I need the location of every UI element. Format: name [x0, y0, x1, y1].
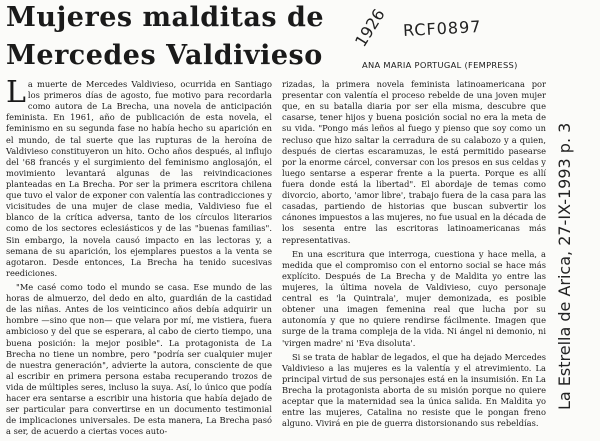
article-column-1	[6, 75, 272, 438]
handwritten-source-note: La Estrella de Arica, 27-IX-1993 p. 3	[555, 122, 574, 410]
headline-line-2: Mercedes Valdivieso	[6, 40, 323, 71]
handwritten-archive-code: RCF0897	[402, 16, 482, 41]
paragraph	[6, 75, 272, 279]
paragraph: "Me casé como todo el mundo se casa. Ese mundo de las horas de almuerzo, del dedo en alto, guardián de la castidad de las niñas. Antes de los veinticinco años debía adquirir un hombre —sino que non— que velara por mí, me vistiera, fuera ambicioso y del que se esperara, al cabo de cierto tiempo, una buena posición: la mejor posible". La protagonista de La Brecha no tiene un nombre, pero "podría ser cualquier mujer de nuestra generación", advierte la autora, consciente de que al escribir en primera persona estaba recuperando trozos de vida de múltiples seres, incluso la suya. Así, lo único que podía hacer era sentarse a escribir una historia que había dejado de ser particular para convertirse en un documento testimonial de implicaciones universales. De esta manera, La Brecha pasó a ser, de acuerdo a ciertas voces auto-	[6, 281, 272, 437]
paragraph: En una escritura que interroga, cuestiona y hace mella, a medida que el compromiso con el entorno social se hace más explícito. Después de La Brecha y de Maldita yo entre las mujeres, la última novela de Valdivieso, cuyo personaje central es 'la Quintrala', mujer demonizada, es posible obtener una imagen femenina real que lucha por su autonomía y que no quiere rendirse fácilmente. Imagen que surge de la trama compleja de la vida. Ni ángel ni demonio, ni 'virgen madre' ni 'Eva disoluta'.	[282, 248, 546, 348]
paragraph: Si se trata de hablar de legados, el que ha dejado Mercedes Valdivieso a las mujeres es la valentía y el atrevimiento. La principal virtud de sus personajes está en la insumisión. En La Brecha la protagonista aborta de su misión porque no quiere aceptar que la maternidad sea la única salida. En Maldita yo entre las mujeres, Catalina no resiste que le pongan freno alguno. Vivirá en pie de guerra distorsionando sus rebeldías.	[282, 351, 546, 429]
article-column-2	[282, 79, 546, 429]
headline-line-1: Mujeres malditas de	[6, 2, 325, 33]
paragraph: rizadas, la primera novela feminista latinoamericana por presentar con valentía el proceso rebelde de una joven mujer que, en su batalla diaria por ser ella misma, descubre que casarse, tener hijos y buena posición social no era la meta de su vida. "Pongo más leños al fuego y pienso que soy como un recluso que hizo saltar la cerradura de su calabozo y a quien, después de ciertas escaramuzas, le está permitido pasearse por la enorme cárcel, conversar con los presos en sus celdas y luego sentarse a esperar frente a la puerta. Porque es allí fuera donde está la libertad". El abordaje de temas como divorcio, aborto, 'amor libre', trabajo fuera de la casa para las casadas, partiendo de historias que buscan subvertir los cánones impuestos a las mujeres, no fue usual en la década de los sesenta entre las escritoras latinoamericanas más representativas.	[282, 79, 547, 245]
byline: ANA MARIA PORTUGAL (FEMPRESS)	[362, 60, 518, 70]
paragraph-text: a muerte de Mercedes Valdivieso, ocurrida en Santiago los primeros días de agosto, fue motivo para recordarla como autora de La Brecha, una novela de anticipación feminista. En 1961, año de publicación de esta novela, el feminismo en su segunda fase no había hecho su aparición en el mundo, de tal suerte que las rupturas de la heroína de Valdivieso constituyeron un hito. Ocho años después, al influjo del '68 francés y el surgimiento del feminismo anglosajón, el movimiento levantará algunas de las reivindicaciones planteadas en La Brecha. Por ser la primera escritora chilena que tuvo el valor de exponer con valentía las contradicciones y vicisitudes de una mujer de clase media, Valdivieso fue el blanco de la crítica adversa, tanto de los círculos literarios como de los sectores eclesiásticos y de las "buenas familias". Sin embargo, la novela causó impacto en las lectoras y, a semana de su aparición, los ejemplares puestos a la venta se agotaron. Desde entonces, La Brecha ha tenido sucesivas reediciones.	[6, 79, 272, 278]
handwritten-year: 1926	[351, 5, 389, 51]
drop-cap: L	[6, 75, 26, 110]
